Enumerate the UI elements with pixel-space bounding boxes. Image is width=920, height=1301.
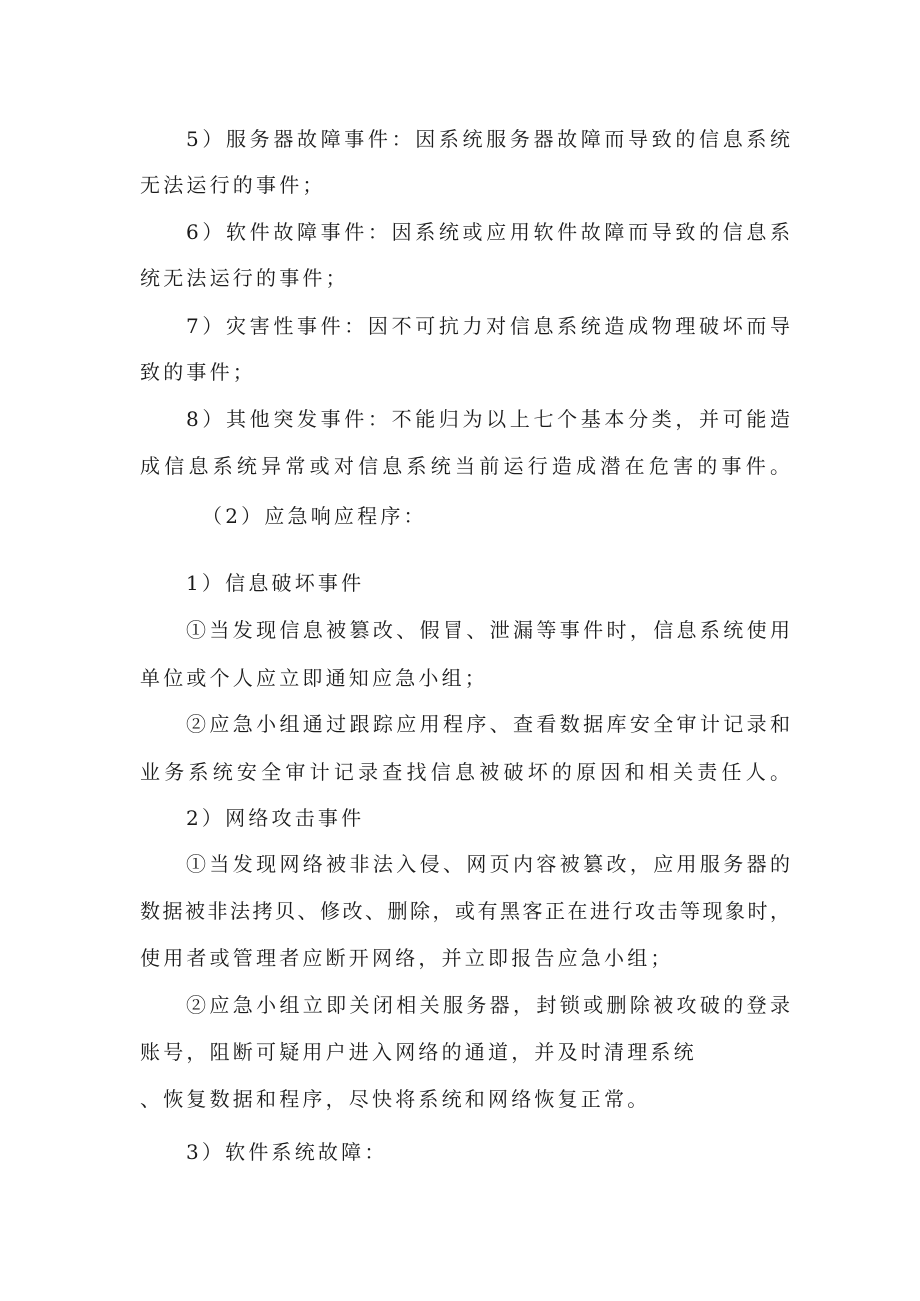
paragraph-line: 、恢复数据和程序，尽快将系统和网络恢复正常。: [140, 1087, 651, 1111]
subsection-heading: 1）信息破坏事件: [186, 571, 365, 595]
paragraph-line: ②应急小组立即关闭相关服务器，封锁或删除被攻破的登录: [186, 993, 790, 1017]
paragraph-line: ①当发现信息被篡改、假冒、泄漏等事件时，信息系统使用: [186, 618, 790, 642]
paragraph-line: 5）服务器故障事件：因系统服务器故障而导致的信息系统: [186, 127, 790, 151]
paragraph-line: 无法运行的事件；: [140, 173, 326, 197]
paragraph-line: 6）软件故障事件：因系统或应用软件故障而导致的信息系: [186, 220, 790, 244]
paragraph-line: ①当发现网络被非法入侵、网页内容被篡改，应用服务器的: [186, 852, 790, 876]
paragraph-line: 单位或个人应立即通知应急小组；: [140, 666, 488, 690]
paragraph-line: 7）灾害性事件：因不可抗力对信息系统造成物理破坏而导: [186, 314, 790, 338]
paragraph-line: 数据被非法拷贝、修改、删除，或有黑客正在进行攻击等现象时，: [140, 899, 790, 923]
paragraph-line: 账号，阻断可疑用户进入网络的通道，并及时清理系统: [140, 1040, 697, 1064]
paragraph-line: 致的事件；: [140, 360, 256, 384]
paragraph-line: 业务系统安全审计记录查找信息被破坏的原因和相关责任人。: [140, 760, 790, 784]
paragraph-line: 8）其他突发事件：不能归为以上七个基本分类，并可能造: [186, 407, 790, 431]
section-heading: （2）应急响应程序：: [202, 504, 427, 528]
paragraph-line: 使用者或管理者应断开网络，并立即报告应急小组；: [140, 946, 674, 970]
subsection-heading: 3）软件系统故障：: [186, 1140, 388, 1164]
paragraph-line: ②应急小组通过跟踪应用程序、查看数据库安全审计记录和: [186, 712, 790, 736]
paragraph-line: 统无法运行的事件；: [140, 266, 349, 290]
subsection-heading: 2）网络攻击事件: [186, 806, 365, 830]
paragraph-line: 成信息系统异常或对信息系统当前运行造成潜在危害的事件。: [140, 454, 790, 478]
